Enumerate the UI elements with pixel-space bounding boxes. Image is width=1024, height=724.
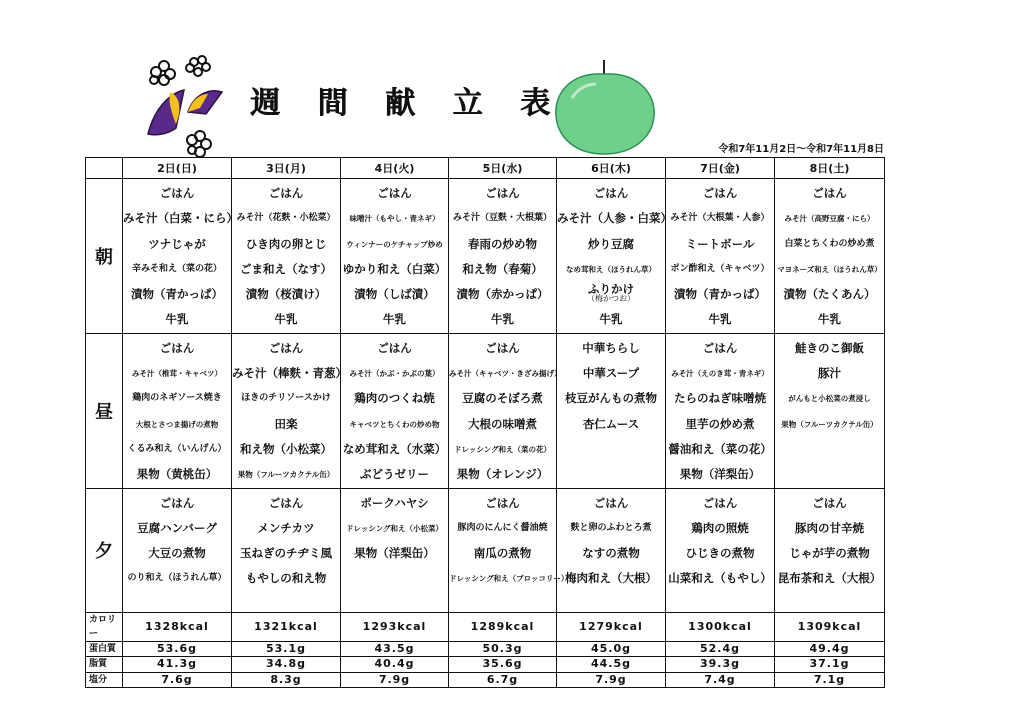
menu-item: 春雨の炒め物 xyxy=(468,236,537,251)
lunch-cell xyxy=(775,333,885,488)
menu-item: なめ茸和え（水菜） xyxy=(342,441,447,456)
menu-item: 辛みそ和え（菜の花） xyxy=(131,263,222,274)
menu-item: みそ汁（えのき茸・青ネギ） xyxy=(671,369,769,379)
day-header-row xyxy=(86,158,885,179)
menu-item: ウィンナーのケチャップ炒め xyxy=(346,239,443,249)
menu-item: 鶏肉のつくね焼 xyxy=(354,391,435,406)
menu-item: 果物（フルーツカクテル缶） xyxy=(781,419,878,429)
menu-item: メンチカツ xyxy=(257,520,315,535)
title-char: 献 xyxy=(385,86,415,121)
protein-value: 43.5g xyxy=(341,641,449,657)
menu-item: ごはん xyxy=(702,340,738,355)
menu-item: 果物（黄桃缶） xyxy=(136,467,218,482)
menu-item: 梅肉和え（大根） xyxy=(565,571,657,586)
menu-item: ドレッシング和え（小松菜） xyxy=(345,523,444,533)
lunch-cell xyxy=(232,333,347,488)
calorie-value: 1328kcal xyxy=(123,612,232,641)
menu-item: たらのねぎ味噌焼 xyxy=(674,391,766,406)
breakfast-cell xyxy=(666,179,775,334)
menu-item: 豚肉の甘辛焼 xyxy=(795,520,864,535)
menu-item: ごはん xyxy=(593,186,629,200)
calorie-value: 1300kcal xyxy=(666,612,775,641)
menu-item: なめ茸和え（ほうれん草） xyxy=(566,264,656,274)
menu-item: 漬物（青かっぱ） xyxy=(674,287,766,302)
sweet-potato-flower-illustration xyxy=(140,52,220,162)
menu-item: ごはん xyxy=(268,186,304,200)
menu-item: ミートボール xyxy=(685,236,755,251)
menu-item: ごはん xyxy=(593,495,629,510)
dinner-cell xyxy=(341,488,449,612)
menu-item: ごはん xyxy=(159,186,195,200)
breakfast-cell xyxy=(449,179,557,334)
nutrition-label: 蛋白質 xyxy=(86,641,123,657)
dinner-row xyxy=(86,488,885,612)
menu-item: ドレッシング和え（ブロッコリー） xyxy=(449,574,569,584)
breakfast-cell xyxy=(557,179,672,334)
protein-value: 50.3g xyxy=(449,641,557,657)
menu-item: ゆかり和え（白菜） xyxy=(342,261,447,276)
dinner-cell xyxy=(123,488,232,612)
menu-item: ごはん xyxy=(485,186,520,200)
menu-item: 豆腐のそぼろ煮 xyxy=(462,391,543,406)
menu-item: みそ汁（キャベツ・きざみ揚げ） xyxy=(449,369,562,379)
day-header: 6日(木) xyxy=(557,158,666,179)
salt-value: 7.1g xyxy=(775,672,885,688)
menu-item: 鶏肉の照焼 xyxy=(691,520,749,535)
menu-item: マヨネーズ和え（ほうれん草） xyxy=(777,264,882,274)
menu-item: 牛乳 xyxy=(818,312,841,327)
menu-item: みそ汁（人参・白菜） xyxy=(557,211,672,226)
lunch-cell xyxy=(123,333,232,488)
menu-item: みそ汁（椎茸・キャベツ） xyxy=(132,369,222,379)
menu-item: 杏仁ムース xyxy=(582,416,640,431)
lunch-cell xyxy=(557,333,666,488)
day-header: 4日(火) xyxy=(341,158,449,179)
menu-item: ごま和え（なす） xyxy=(240,261,332,276)
calorie-value: 1293kcal xyxy=(341,612,449,641)
breakfast-cell xyxy=(123,179,238,334)
menu-item-main: ふりかけ xyxy=(588,282,634,297)
menu-item: 鮭きのこ御飯 xyxy=(795,340,864,355)
menu-item: 中華スープ xyxy=(582,366,640,381)
menu-item: 豚汁 xyxy=(818,366,841,381)
menu-item: みそ汁（白菜・にら） xyxy=(123,211,238,226)
menu-item: 麩と卵のふわとろ煮 xyxy=(570,522,652,533)
nutrition-label: カロリー xyxy=(86,612,123,641)
menu-item: 牛乳 xyxy=(491,312,514,327)
lunch-cell xyxy=(449,333,562,488)
protein-value: 45.0g xyxy=(557,641,666,657)
menu-item: みそ汁（かぶ・かぶの葉） xyxy=(349,369,440,379)
salt-value: 7.4g xyxy=(666,672,775,688)
menu-item: ポン酢和え（キャベツ） xyxy=(670,263,770,274)
day-header: 5日(水) xyxy=(449,158,557,179)
calorie-row xyxy=(86,612,885,641)
menu-item: がんもと小松菜の煮浸し xyxy=(788,394,871,404)
menu-item: 枝豆がんもの煮物 xyxy=(565,391,657,406)
nutrition-label: 塩分 xyxy=(86,672,123,688)
protein-value: 53.6g xyxy=(123,641,232,657)
menu-item xyxy=(557,282,665,307)
pear-icon xyxy=(548,58,660,158)
corner-cell xyxy=(86,158,123,179)
sweet-potato-icon xyxy=(148,90,222,135)
menu-item: のり和え（ほうれん草） xyxy=(127,573,227,584)
dinner-cell xyxy=(449,488,569,612)
menu-item: 山菜和え（もやし） xyxy=(668,571,772,586)
breakfast-cell xyxy=(341,179,449,334)
menu-item: 醤油和え（菜の花） xyxy=(668,441,772,456)
menu-item: ほきのチリソースかけ xyxy=(241,393,331,404)
menu-item: ごはん xyxy=(159,495,195,510)
menu-item: ポークハヤシ xyxy=(360,495,429,510)
day-header: 8日(土) xyxy=(775,158,885,179)
calorie-value: 1289kcal xyxy=(449,612,557,641)
menu-item: じゃが芋の煮物 xyxy=(789,546,870,561)
menu-item: 和え物（春菊） xyxy=(462,261,543,276)
menu-item: ドレッシング和え（菜の花） xyxy=(453,444,552,454)
menu-item: 豆腐ハンバーグ xyxy=(137,520,217,535)
breakfast-cell xyxy=(775,179,885,334)
menu-item: 牛乳 xyxy=(599,312,623,327)
menu-item: 里芋の炒め煮 xyxy=(685,416,755,431)
dinner-cell xyxy=(232,488,341,612)
menu-item: 昆布茶和え（大根） xyxy=(777,571,882,586)
menu-item: ごはん xyxy=(377,186,412,200)
menu-item: 漬物（しば漬） xyxy=(354,287,435,302)
menu-item: 果物（フルーツカクテル缶） xyxy=(237,470,335,480)
menu-item: 果物（オレンジ） xyxy=(456,467,549,482)
lunch-row xyxy=(86,333,885,488)
menu-item: ごはん xyxy=(268,495,304,510)
menu-item: 南瓜の煮物 xyxy=(473,546,532,561)
breakfast-row xyxy=(86,179,885,334)
salt-value: 7.9g xyxy=(557,672,666,688)
calorie-value: 1279kcal xyxy=(557,612,666,641)
period-range: 令和7年11月2日～令和7年11月8日 xyxy=(718,144,884,155)
menu-item: 大豆の煮物 xyxy=(148,546,206,561)
menu-item: 漬物（赤かっぱ） xyxy=(456,287,549,302)
menu-item: みそ汁（棒麩・青葱） xyxy=(232,366,347,381)
meal-label-breakfast: 朝 xyxy=(86,179,123,334)
menu-item: 白菜とちくわの炒め煮 xyxy=(784,238,875,249)
menu-item: 漬物（桜漬け） xyxy=(245,287,327,302)
menu-item: 味噌汁（もやし・青ネギ） xyxy=(349,214,440,224)
day-header: 2日(日) xyxy=(123,158,232,179)
fat-value: 39.3g xyxy=(666,657,775,673)
menu-item: もやしの和え物 xyxy=(245,571,327,586)
menu-item: 和え物（小松菜） xyxy=(240,441,332,456)
salt-value: 7.6g xyxy=(123,672,232,688)
title-char: 週 xyxy=(250,86,280,121)
protein-value: 53.1g xyxy=(232,641,341,657)
lunch-cell xyxy=(341,333,449,488)
menu-item: 牛乳 xyxy=(165,312,189,327)
menu-item: 玉ねぎのチヂミ風 xyxy=(240,546,332,561)
menu-item: ひき肉の卵とじ xyxy=(245,236,327,251)
title-char: 表 xyxy=(520,86,550,121)
menu-table xyxy=(85,157,885,688)
menu-item-note: （梅かつお） xyxy=(587,293,635,303)
menu-item: ごはん xyxy=(702,495,738,510)
menu-item: みそ汁（大根葉・人参） xyxy=(670,213,770,224)
menu-item: くるみ和え（いんげん） xyxy=(127,443,227,454)
menu-item: 果物（洋梨缶） xyxy=(679,467,761,482)
menu-item: ごはん xyxy=(268,340,304,355)
menu-item: 豚肉のにんにく醤油焼 xyxy=(457,522,548,533)
title-char: 間 xyxy=(317,86,348,121)
breakfast-cell xyxy=(232,179,341,334)
fat-value: 37.1g xyxy=(775,657,885,673)
menu-item: 漬物（たくあん） xyxy=(783,287,876,302)
title-char: 立 xyxy=(452,86,483,121)
flower-icon xyxy=(187,131,211,157)
dinner-cell xyxy=(775,488,885,612)
meal-label-dinner: 夕 xyxy=(86,488,123,612)
menu-item: 大根とさつま揚げの煮物 xyxy=(135,419,219,429)
menu-item: ひじきの煮物 xyxy=(685,546,755,561)
menu-item: ごはん xyxy=(485,340,520,355)
menu-item: ぶどうゼリー xyxy=(360,467,429,482)
menu-item: 田楽 xyxy=(274,416,298,431)
menu-item: みそ汁（高野豆腐・にら） xyxy=(784,214,875,224)
fat-value: 40.4g xyxy=(341,657,449,673)
menu-item: 鶏肉のネギソース焼き xyxy=(132,393,222,404)
day-header: 7日(金) xyxy=(666,158,775,179)
lunch-cell xyxy=(666,333,775,488)
dinner-cell xyxy=(666,488,775,612)
calorie-value: 1309kcal xyxy=(775,612,885,641)
menu-item: ごはん xyxy=(812,495,847,510)
menu-item: ごはん xyxy=(377,340,412,355)
menu-item: 大根の味噌煮 xyxy=(468,416,537,431)
protein-row xyxy=(86,641,885,657)
menu-item: 果物（洋梨缶） xyxy=(354,546,435,561)
menu-item: ツナじゃが xyxy=(148,236,206,251)
menu-item: ごはん xyxy=(812,186,847,200)
menu-item: 漬物（青かっぱ） xyxy=(131,287,223,302)
menu-item: 牛乳 xyxy=(274,312,298,327)
protein-value: 49.4g xyxy=(775,641,885,657)
menu-item: 中華ちらし xyxy=(582,340,640,355)
menu-item: みそ汁（豆麩・大根葉） xyxy=(452,213,552,224)
menu-item: なすの煮物 xyxy=(582,546,640,561)
fat-row xyxy=(86,657,885,673)
nutrition-label: 脂質 xyxy=(86,657,123,673)
protein-value: 52.4g xyxy=(666,641,775,657)
page-title xyxy=(250,84,550,124)
menu-item: キャベツとちくわの炒め物 xyxy=(349,419,440,429)
flower-icon xyxy=(186,56,210,76)
salt-value: 7.9g xyxy=(341,672,449,688)
flower-icon xyxy=(150,61,175,85)
salt-row xyxy=(86,672,885,688)
menu-item: 牛乳 xyxy=(708,312,732,327)
menu-item: 牛乳 xyxy=(383,312,406,327)
salt-value: 6.7g xyxy=(449,672,557,688)
fat-value: 41.3g xyxy=(123,657,232,673)
day-header: 3日(月) xyxy=(232,158,341,179)
fat-value: 44.5g xyxy=(557,657,666,673)
menu-item: ごはん xyxy=(485,495,520,510)
dinner-cell xyxy=(557,488,666,612)
menu-item: みそ汁（花麩・小松菜） xyxy=(236,213,336,224)
fat-value: 34.8g xyxy=(232,657,341,673)
fat-value: 35.6g xyxy=(449,657,557,673)
menu-item: ごはん xyxy=(159,340,195,355)
meal-label-lunch: 昼 xyxy=(86,333,123,488)
salt-value: 8.3g xyxy=(232,672,341,688)
menu-item: 炒り豆腐 xyxy=(588,236,634,251)
menu-item: ごはん xyxy=(702,186,738,200)
calorie-value: 1321kcal xyxy=(232,612,341,641)
